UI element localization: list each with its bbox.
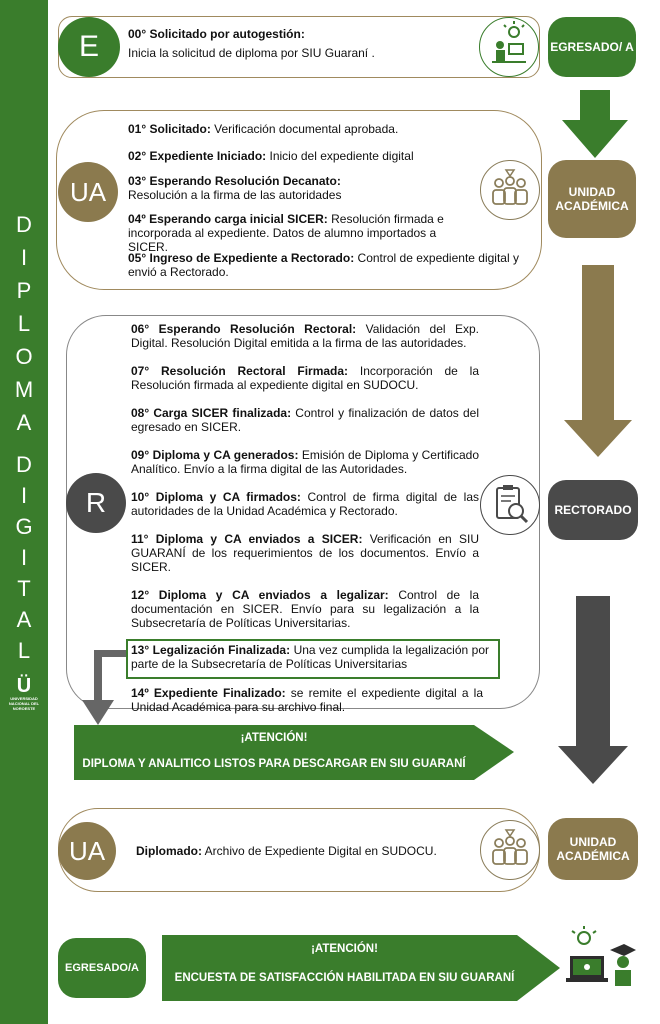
university-logo-mark: Ü (16, 675, 32, 697)
digital-letter-6: A (16, 607, 32, 632)
r-step-11 (131, 532, 479, 574)
r-step-6-desc: Validación del Exp. Digital. Resolución Digital emitida a la firma de las autoridades. (131, 322, 479, 350)
egresado-badge (58, 17, 120, 77)
arrow-down-gold (562, 265, 634, 460)
ua-step-2-label: 02° Expediente Iniciado: (128, 149, 267, 163)
banner-diploma-text: DIPLOMA Y ANALITICO LISTOS PARA DESCARGAR EN SIU GUARANÍ (82, 758, 466, 770)
diplomado-text (136, 844, 466, 858)
r-step-8-label: 08° Carga SICER finalizada: (131, 406, 292, 420)
step-00-title (128, 27, 468, 41)
r-step-14 (131, 686, 483, 714)
ua2-badge (58, 822, 116, 880)
ua-step-3-label: 03° Esperando Resolución Decanato: (128, 174, 341, 188)
attention-banner-survey (162, 935, 560, 1001)
diploma-letter-3: P (16, 278, 32, 303)
r-step-12-label: 12° Diploma y CA enviados a legalizar: (131, 588, 389, 602)
ua2-role-pill: UNIDAD ACADÉMICA (548, 818, 638, 880)
r-step-11-desc: Verificación en SIU GUARANÍ de los requerimientos de los documentos. Envío a SICER. (131, 532, 480, 574)
r-step-7-label: 07° Resolución Rectoral Firmada: (131, 364, 349, 378)
ua-step-2-desc: Inicio del expediente digital (266, 149, 414, 163)
r-step-10-label: 10° Diploma y CA firmados: (131, 490, 301, 504)
ua-badge-label: UA (69, 176, 107, 207)
rectorado-badge-label: R (85, 487, 107, 518)
digital-letter-3: G (15, 514, 33, 539)
diplomado-desc: Archivo de Expediente Digital en SUDOCU. (202, 844, 437, 858)
ua-step-3 (128, 174, 518, 202)
ua-step-4-desc: Resolución firmada e incorporada al expediente. Datos de alumno importados a SICER. (128, 212, 444, 254)
r-step-7 (131, 364, 479, 392)
r-step-10 (131, 490, 479, 518)
university-logo-text: UNIVERSIDAD NACIONAL DEL NOROESTE (8, 696, 40, 711)
r-step-9-label: 09° Diploma y CA generados: (131, 448, 299, 462)
r-step-13-label: 13° Legalización Finalizada: (131, 643, 291, 657)
university-logo (4, 676, 44, 711)
ua-step-5-desc: Control de expediente digital y envió a Rectorado. (128, 251, 519, 279)
ua-step-1-desc: Verificación documental aprobada. (210, 122, 399, 136)
r-step-13-desc: Una vez cumplida la legalización por parte de la Subsecretaría de Políticas Universitarias (131, 643, 489, 671)
egresado-badge-label: E (78, 30, 99, 63)
banner-survey-text: ENCUESTA DE SATISFACCIÓN HABILITADA EN SIU GUARANÍ (174, 972, 515, 984)
ua-badge (58, 162, 118, 222)
attention-banner-diploma (74, 725, 514, 780)
r-step-12 (131, 588, 479, 630)
ua-step-5 (128, 251, 522, 279)
arrow-down-green (560, 90, 630, 160)
digital-letter-1: D (16, 452, 32, 477)
ua-step-3-desc: Resolución a la firma de las autoridades (128, 188, 342, 202)
diploma-letter-2: I (20, 245, 28, 270)
r-step-13 (131, 643, 489, 671)
digital-letter-7: L (17, 638, 31, 663)
r-step-12-desc: Control de la documentación en SICER. Envío para su legalización a la Subsecretaría de Políticas Universitarias. (131, 588, 479, 630)
r-step-8 (131, 406, 479, 434)
ua-step-1 (128, 122, 518, 136)
r-step-6-label: 06° Esperando Resolución Rectoral: (131, 322, 357, 336)
r-step-11-label: 11° Diploma y CA enviados a SICER: (131, 532, 363, 546)
r-step-8-desc: Control y finalización de datos del egresado en SICER. (131, 406, 480, 434)
r-step-14-label: 14º Expediente Finalizado: (131, 686, 286, 700)
step-00-title-text: 00° Solicitado por autogestión: (128, 27, 305, 41)
group-icon-2 (480, 820, 540, 880)
ua-role-pill: UNIDAD ACADÉMICA (548, 160, 636, 238)
digital-letter-5: T (17, 576, 31, 601)
diploma-letter-4: L (17, 311, 31, 336)
ua-step-1-label: 01° Solicitado: (128, 122, 211, 136)
banner-survey-title: ¡ATENCIÓN! (311, 943, 378, 955)
step-00-desc: Inicia la solicitud de diploma por SIU Guaraní . (128, 46, 375, 60)
digital-letter-4: I (20, 545, 28, 570)
ua-step-5-label: 05° Ingreso de Expediente a Rectorado: (128, 251, 355, 265)
ua-step-4 (128, 212, 468, 254)
r-step-9 (131, 448, 479, 476)
r-step-7-desc: Incorporación de la Resolución firmada al expediente digital en SUDOCU. (131, 364, 479, 392)
arrow-down-dark (556, 596, 630, 786)
egresado-final-pill: EGRESADO/A (58, 938, 146, 998)
r-step-10-desc: Control de firma digital de las autoridades de la Unidad Académica y Rectorado. (131, 490, 479, 518)
sidebar (0, 0, 48, 1024)
diploma-letter-6: M (14, 377, 34, 402)
group-icon (480, 160, 540, 220)
r-step-14-desc: se remite el expediente digital a la Unidad Académica para su archivo final. (131, 686, 483, 714)
student-computer-icon (479, 17, 539, 77)
ua-step-4-label: 04º Esperando carga inicial SICER: (128, 212, 328, 226)
diploma-letter-7: A (16, 410, 32, 435)
diploma-letter-5: O (15, 344, 33, 369)
r-step-6 (131, 322, 479, 350)
rectorado-badge (66, 473, 126, 533)
connector-arrow-gray (80, 650, 130, 730)
diplomado-label: Diplomado: (136, 844, 202, 858)
graduate-laptop-icon (564, 926, 638, 992)
egresado-role-pill: EGRESADO/ A (548, 17, 636, 77)
document-review-icon (480, 475, 540, 535)
diploma-letter-1: D (16, 212, 32, 237)
digital-letter-2: I (20, 483, 28, 508)
rectorado-role-pill: RECTORADO (548, 480, 638, 540)
ua2-badge-label: UA (68, 835, 106, 866)
ua-step-2 (128, 149, 518, 163)
banner-diploma-title: ¡ATENCIÓN! (240, 732, 308, 744)
r-step-9-desc: Emisión de Diploma y Certificado Analítico. Envío a la firma digital de las Autoridades. (131, 448, 480, 476)
